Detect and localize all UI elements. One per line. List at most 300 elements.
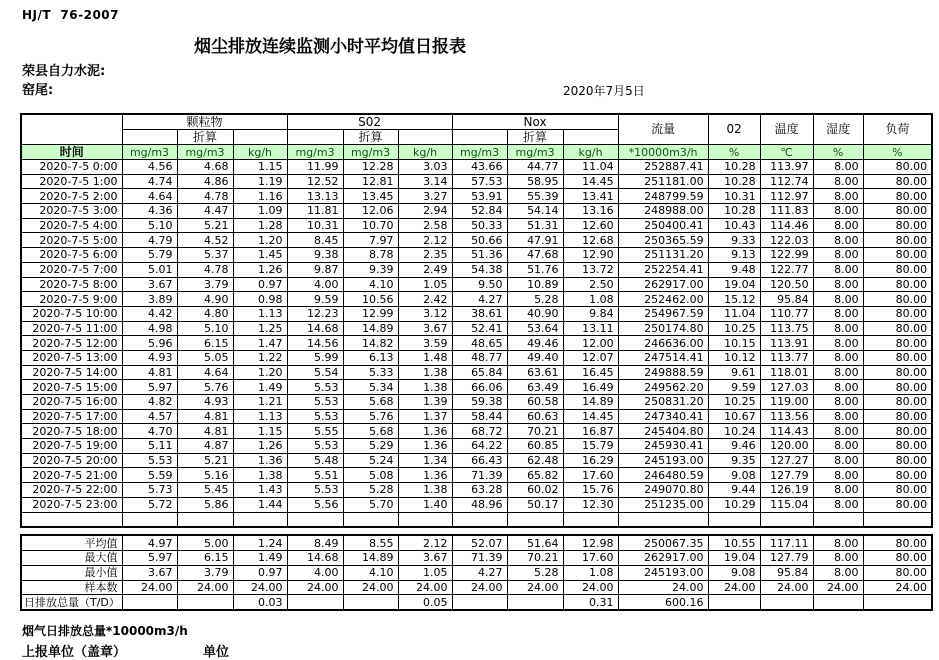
value-cell: 10.67 [708, 409, 760, 424]
value-cell: 4.74 [122, 174, 177, 189]
summary-value-cell: 71.39 [452, 550, 507, 565]
value-cell: 5.72 [122, 497, 177, 512]
value-cell: 247514.41 [618, 350, 708, 365]
value-cell: 13.45 [343, 189, 398, 204]
value-cell: 5.51 [287, 468, 343, 483]
value-cell: 262917.00 [618, 277, 708, 292]
empty-cell [452, 512, 507, 527]
value-cell: 8.00 [813, 380, 863, 395]
data-row [21, 439, 932, 454]
summary-value-cell: 24.00 [122, 580, 177, 595]
value-cell: 251235.00 [618, 497, 708, 512]
value-cell: 52.84 [452, 204, 507, 219]
time-header: 时间 [21, 145, 122, 160]
value-cell: 14.45 [563, 174, 618, 189]
summary-label-cell: 平均值 [21, 535, 122, 550]
value-cell: 10.25 [708, 395, 760, 410]
value-cell: 10.12 [708, 350, 760, 365]
value-cell: 5.86 [177, 497, 233, 512]
value-cell: 65.84 [452, 365, 507, 380]
value-cell: 1.16 [233, 189, 287, 204]
summary-value-cell: 24.00 [760, 580, 813, 595]
value-cell: 80.00 [863, 365, 932, 380]
value-cell: 1.36 [398, 424, 452, 439]
group-particulate: 颗粒物 [122, 114, 287, 130]
value-cell: 12.90 [563, 248, 618, 263]
value-cell: 8.00 [813, 204, 863, 219]
value-cell: 80.00 [863, 321, 932, 336]
value-cell: 8.00 [813, 365, 863, 380]
blank-header-cell [122, 130, 177, 145]
value-cell: 44.77 [507, 160, 563, 175]
value-cell: 5.48 [287, 453, 343, 468]
value-cell: 1.45 [233, 248, 287, 263]
summary-value-cell: 51.64 [507, 535, 563, 550]
value-cell: 10.56 [343, 292, 398, 307]
value-cell: 43.66 [452, 160, 507, 175]
summary-value-cell [813, 595, 863, 610]
value-cell: 127.03 [760, 380, 813, 395]
value-cell: 8.00 [813, 218, 863, 233]
time-cell: 2020-7-5 1:00 [21, 174, 122, 189]
value-cell: 12.30 [563, 497, 618, 512]
value-cell: 122.77 [760, 262, 813, 277]
value-cell: 4.57 [122, 409, 177, 424]
value-cell: 245193.00 [618, 453, 708, 468]
value-cell: 15.12 [708, 292, 760, 307]
summary-table [20, 534, 933, 611]
time-cell: 2020-7-5 14:00 [21, 365, 122, 380]
value-cell: 63.28 [452, 483, 507, 498]
kiln-label: 窑尾: [22, 83, 54, 98]
summary-value-cell: 24.00 [863, 580, 932, 595]
flue-gas-total-note: 烟气日排放总量*10000m3/h [22, 624, 188, 638]
value-cell: 4.70 [122, 424, 177, 439]
blank-header-cell [21, 114, 122, 145]
summary-value-cell: 9.08 [708, 565, 760, 580]
value-cell: 8.00 [813, 483, 863, 498]
value-cell: 8.00 [813, 468, 863, 483]
summary-value-cell: 117.11 [760, 535, 813, 550]
time-cell: 2020-7-5 21:00 [21, 468, 122, 483]
data-row [21, 321, 932, 336]
value-cell: 5.54 [287, 365, 343, 380]
value-cell: 5.05 [177, 350, 233, 365]
value-cell: 58.44 [452, 409, 507, 424]
value-cell: 254967.59 [618, 306, 708, 321]
value-cell: 248988.00 [618, 204, 708, 219]
summary-value-cell: 95.84 [760, 565, 813, 580]
group-so2: S02 [287, 114, 452, 130]
value-cell: 8.00 [813, 409, 863, 424]
value-cell: 49.46 [507, 336, 563, 351]
value-cell: 9.44 [708, 483, 760, 498]
time-cell: 2020-7-5 9:00 [21, 292, 122, 307]
value-cell: 2.50 [563, 277, 618, 292]
summary-label-cell: 样本数 [21, 580, 122, 595]
value-cell: 1.25 [233, 321, 287, 336]
value-cell: 4.68 [177, 160, 233, 175]
summary-value-cell [343, 595, 398, 610]
value-cell: 48.96 [452, 497, 507, 512]
value-cell: 5.76 [177, 380, 233, 395]
summary-value-cell: 245193.00 [618, 565, 708, 580]
summary-value-cell: 4.10 [343, 565, 398, 580]
summary-value-cell: 1.08 [563, 565, 618, 580]
value-cell: 4.47 [177, 204, 233, 219]
value-cell: 9.39 [343, 262, 398, 277]
value-cell: 8.00 [813, 248, 863, 263]
value-cell: 8.00 [813, 321, 863, 336]
data-row [21, 395, 932, 410]
value-cell: 245930.41 [618, 439, 708, 454]
value-cell: 4.86 [177, 174, 233, 189]
value-cell: 252887.41 [618, 160, 708, 175]
value-cell: 3.27 [398, 189, 452, 204]
value-cell: 9.59 [287, 292, 343, 307]
summary-label-cell: 最小值 [21, 565, 122, 580]
value-cell: 3.59 [398, 336, 452, 351]
value-cell: 5.68 [343, 395, 398, 410]
value-cell: 4.81 [177, 424, 233, 439]
time-cell: 2020-7-5 6:00 [21, 248, 122, 263]
value-cell: 47.68 [507, 248, 563, 263]
value-cell: 8.00 [813, 292, 863, 307]
value-cell: 14.89 [343, 321, 398, 336]
value-cell: 3.14 [398, 174, 452, 189]
value-cell: 14.68 [287, 321, 343, 336]
value-cell: 9.59 [708, 380, 760, 395]
unit-cell: mg/m3 [177, 145, 233, 160]
value-cell: 5.21 [177, 218, 233, 233]
time-cell: 2020-7-5 0:00 [21, 160, 122, 175]
empty-cell [343, 512, 398, 527]
value-cell: 12.60 [563, 218, 618, 233]
value-cell: 38.61 [452, 306, 507, 321]
time-cell: 2020-7-5 8:00 [21, 277, 122, 292]
value-cell: 5.55 [287, 424, 343, 439]
value-cell: 2.35 [398, 248, 452, 263]
summary-value-cell: 8.00 [813, 550, 863, 565]
unit-cell: kg/h [563, 145, 618, 160]
summary-row [21, 580, 932, 595]
value-cell: 246636.00 [618, 336, 708, 351]
summary-row [21, 535, 932, 550]
value-cell: 5.76 [343, 409, 398, 424]
summary-value-cell: 3.79 [177, 565, 233, 580]
value-cell: 49.40 [507, 350, 563, 365]
value-cell: 1.38 [398, 365, 452, 380]
value-cell: 3.67 [122, 277, 177, 292]
value-cell: 62.48 [507, 453, 563, 468]
value-cell: 4.87 [177, 439, 233, 454]
time-cell: 2020-7-5 19:00 [21, 439, 122, 454]
value-cell: 80.00 [863, 160, 932, 175]
value-cell: 12.52 [287, 174, 343, 189]
value-cell: 63.61 [507, 365, 563, 380]
value-cell: 8.00 [813, 395, 863, 410]
value-cell: 65.82 [507, 468, 563, 483]
value-cell: 250400.41 [618, 218, 708, 233]
value-cell: 5.73 [122, 483, 177, 498]
data-row [21, 306, 932, 321]
value-cell: 4.64 [177, 365, 233, 380]
summary-value-cell: 600.16 [618, 595, 708, 610]
data-row [21, 468, 932, 483]
value-cell: 8.00 [813, 453, 863, 468]
summary-value-cell: 14.68 [287, 550, 343, 565]
data-row [21, 424, 932, 439]
value-cell: 5.79 [122, 248, 177, 263]
value-cell: 80.00 [863, 204, 932, 219]
summary-value-cell: 12.98 [563, 535, 618, 550]
value-cell: 9.61 [708, 365, 760, 380]
value-cell: 60.58 [507, 395, 563, 410]
value-cell: 63.49 [507, 380, 563, 395]
value-cell: 80.00 [863, 468, 932, 483]
value-cell: 80.00 [863, 174, 932, 189]
value-cell: 10.89 [507, 277, 563, 292]
data-row [21, 336, 932, 351]
value-cell: 1.36 [398, 439, 452, 454]
data-row [21, 174, 932, 189]
unit-cell: % [708, 145, 760, 160]
unit-cell: mg/m3 [507, 145, 563, 160]
unit-cell: mg/m3 [287, 145, 343, 160]
summary-value-cell: 2.12 [398, 535, 452, 550]
summary-value-cell: 24.00 [813, 580, 863, 595]
summary-value-cell: 0.97 [233, 565, 287, 580]
value-cell: 5.53 [287, 395, 343, 410]
summary-value-cell: 0.03 [233, 595, 287, 610]
summary-value-cell [122, 595, 177, 610]
value-cell: 51.76 [507, 262, 563, 277]
value-cell: 5.53 [287, 409, 343, 424]
value-cell: 19.04 [708, 277, 760, 292]
value-cell: 4.27 [452, 292, 507, 307]
value-cell: 9.48 [708, 262, 760, 277]
value-cell: 54.38 [452, 262, 507, 277]
value-cell: 4.90 [177, 292, 233, 307]
value-cell: 5.29 [343, 439, 398, 454]
value-cell: 53.91 [452, 189, 507, 204]
value-cell: 4.79 [122, 233, 177, 248]
value-cell: 15.76 [563, 483, 618, 498]
value-cell: 80.00 [863, 439, 932, 454]
value-cell: 1.47 [233, 336, 287, 351]
value-cell: 5.56 [287, 497, 343, 512]
time-cell: 2020-7-5 7:00 [21, 262, 122, 277]
value-cell: 1.37 [398, 409, 452, 424]
value-cell: 251181.00 [618, 174, 708, 189]
value-cell: 4.93 [122, 350, 177, 365]
blank-header-cell [452, 130, 507, 145]
value-cell: 11.99 [287, 160, 343, 175]
value-cell: 5.34 [343, 380, 398, 395]
value-cell: 4.81 [177, 409, 233, 424]
data-row [21, 453, 932, 468]
value-cell: 1.26 [233, 439, 287, 454]
report-title: 烟尘排放连续监测小时平均值日报表 [194, 37, 466, 57]
header-humidity: 湿度 [813, 114, 863, 145]
value-cell: 9.13 [708, 248, 760, 263]
value-cell: 5.97 [122, 380, 177, 395]
data-row [21, 365, 932, 380]
time-cell: 2020-7-5 18:00 [21, 424, 122, 439]
group-nox: Nox [452, 114, 618, 130]
value-cell: 8.00 [813, 350, 863, 365]
value-cell: 1.38 [398, 380, 452, 395]
summary-value-cell: 1.05 [398, 565, 452, 580]
value-cell: 9.46 [708, 439, 760, 454]
value-cell: 4.52 [177, 233, 233, 248]
value-cell: 1.22 [233, 350, 287, 365]
value-cell: 8.00 [813, 306, 863, 321]
value-cell: 4.78 [177, 189, 233, 204]
summary-value-cell: 4.97 [122, 535, 177, 550]
value-cell: 54.14 [507, 204, 563, 219]
value-cell: 2.12 [398, 233, 452, 248]
summary-value-cell: 52.07 [452, 535, 507, 550]
data-row [21, 350, 932, 365]
value-cell: 1.49 [233, 380, 287, 395]
summary-value-cell: 1.49 [233, 550, 287, 565]
value-cell: 1.26 [233, 262, 287, 277]
value-cell: 12.06 [343, 204, 398, 219]
value-cell: 11.04 [563, 160, 618, 175]
empty-cell [863, 512, 932, 527]
summary-value-cell [708, 595, 760, 610]
summary-value-cell: 5.00 [177, 535, 233, 550]
value-cell: 50.66 [452, 233, 507, 248]
value-cell: 1.34 [398, 453, 452, 468]
value-cell: 127.27 [760, 453, 813, 468]
value-cell: 10.28 [708, 160, 760, 175]
value-cell: 250831.20 [618, 395, 708, 410]
value-cell: 5.37 [177, 248, 233, 263]
header-temperature: 温度 [760, 114, 813, 145]
value-cell: 4.78 [177, 262, 233, 277]
value-cell: 120.50 [760, 277, 813, 292]
value-cell: 5.01 [122, 262, 177, 277]
value-cell: 50.17 [507, 497, 563, 512]
header-units-row [21, 145, 932, 160]
time-cell: 2020-7-5 5:00 [21, 233, 122, 248]
value-cell: 58.95 [507, 174, 563, 189]
report-unit-label: 上报单位（盖章） [22, 645, 127, 660]
value-cell: 3.03 [398, 160, 452, 175]
value-cell: 6.13 [343, 350, 398, 365]
summary-value-cell [760, 595, 813, 610]
value-cell: 246480.59 [618, 468, 708, 483]
empty-cell [563, 512, 618, 527]
value-cell: 250365.59 [618, 233, 708, 248]
value-cell: 119.00 [760, 395, 813, 410]
unit-cell: % [863, 145, 932, 160]
data-row [21, 204, 932, 219]
value-cell: 10.28 [708, 174, 760, 189]
value-cell: 0.97 [233, 277, 287, 292]
value-cell: 1.15 [233, 424, 287, 439]
value-cell: 122.03 [760, 233, 813, 248]
summary-value-cell: 24.00 [287, 580, 343, 595]
report-date: 2020年7月5日 [563, 84, 645, 98]
value-cell: 1.48 [398, 350, 452, 365]
empty-cell [813, 512, 863, 527]
summary-value-cell: 0.05 [398, 595, 452, 610]
empty-cell [507, 512, 563, 527]
empty-cell [618, 512, 708, 527]
value-cell: 3.79 [177, 277, 233, 292]
value-cell: 80.00 [863, 395, 932, 410]
time-cell: 2020-7-5 15:00 [21, 380, 122, 395]
value-cell: 3.89 [122, 292, 177, 307]
value-cell: 14.56 [287, 336, 343, 351]
value-cell: 115.04 [760, 497, 813, 512]
summary-value-cell: 24.00 [177, 580, 233, 595]
value-cell: 64.22 [452, 439, 507, 454]
value-cell: 80.00 [863, 262, 932, 277]
value-cell: 1.36 [398, 468, 452, 483]
value-cell: 249562.20 [618, 380, 708, 395]
value-cell: 1.20 [233, 365, 287, 380]
value-cell: 17.60 [563, 468, 618, 483]
value-cell: 8.00 [813, 174, 863, 189]
data-row [21, 160, 932, 175]
value-cell: 7.97 [343, 233, 398, 248]
header-flow: 流量 [618, 114, 708, 145]
standard-code: HJ/T 76-2007 [22, 8, 120, 22]
empty-cell [177, 512, 233, 527]
summary-label-cell: 日排放总量（T/D） [21, 595, 122, 610]
value-cell: 70.21 [507, 424, 563, 439]
value-cell: 114.46 [760, 218, 813, 233]
summary-value-cell: 3.67 [122, 565, 177, 580]
summary-value-cell: 0.31 [563, 595, 618, 610]
value-cell: 13.13 [287, 189, 343, 204]
summary-value-cell [177, 595, 233, 610]
value-cell: 4.00 [287, 277, 343, 292]
value-cell: 1.19 [233, 174, 287, 189]
value-cell: 16.29 [563, 453, 618, 468]
unit-cell: % [813, 145, 863, 160]
time-cell: 2020-7-5 20:00 [21, 453, 122, 468]
value-cell: 4.80 [177, 306, 233, 321]
summary-value-cell: 8.00 [813, 535, 863, 550]
value-cell: 10.24 [708, 424, 760, 439]
value-cell: 13.41 [563, 189, 618, 204]
value-cell: 8.78 [343, 248, 398, 263]
value-cell: 53.64 [507, 321, 563, 336]
value-cell: 4.10 [343, 277, 398, 292]
value-cell: 113.97 [760, 160, 813, 175]
value-cell: 1.15 [233, 160, 287, 175]
value-cell: 122.99 [760, 248, 813, 263]
value-cell: 10.43 [708, 218, 760, 233]
value-cell: 13.16 [563, 204, 618, 219]
value-cell: 9.50 [452, 277, 507, 292]
summary-value-cell: 250067.35 [618, 535, 708, 550]
data-row [21, 218, 932, 233]
value-cell: 9.33 [708, 233, 760, 248]
summary-value-cell: 4.27 [452, 565, 507, 580]
value-cell: 5.45 [177, 483, 233, 498]
data-row [21, 380, 932, 395]
value-cell: 249070.80 [618, 483, 708, 498]
summary-value-cell: 80.00 [863, 550, 932, 565]
value-cell: 48.77 [452, 350, 507, 365]
value-cell: 13.11 [563, 321, 618, 336]
